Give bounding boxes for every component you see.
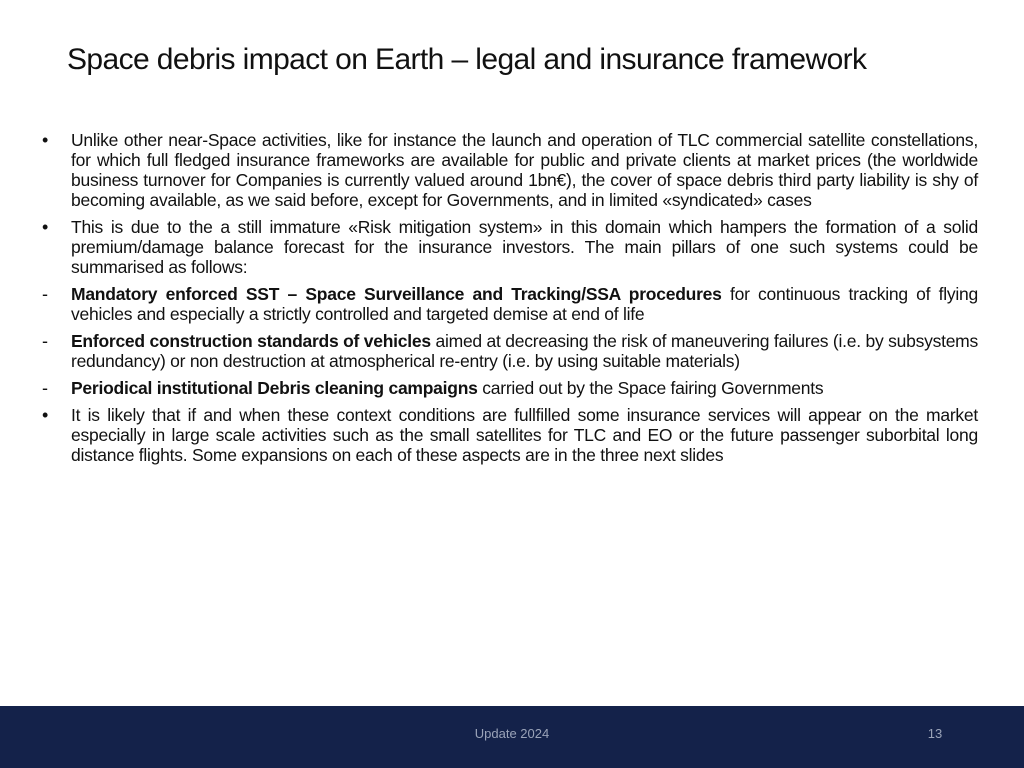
list-item-body: aimed at decreasing the risk of maneuvering failures (i.e. by subsystems redundancy) or non destruction at atmospherical re-entry (i.e. by using suitable materials) [71, 331, 979, 371]
page-number: 13 [927, 726, 943, 741]
bullet-marker: • [42, 405, 49, 425]
list-item-bold: Periodical institutional Debris cleaning campaigns [71, 378, 478, 398]
list-item [40, 378, 978, 398]
list-item-text [71, 331, 978, 371]
list-item [40, 284, 978, 324]
slide-body [40, 130, 978, 472]
list-item-text [71, 405, 978, 465]
list-item-body: for continuous tracking of flying vehicles and especially a strictly controlled and targeted demise at end of life [71, 284, 978, 324]
footer-bar [0, 706, 1024, 768]
list-item-body: Unlike other near-Space activities, like for instance the launch and operation of TLC commercial satellite constellations, for which full fledged insurance frameworks are available for public and private clients at market prices (the worldwide business turnover for Companies is currently valued around 1bn€), the cover of space debris third party liability is shy of becoming available, as we said before, except for Governments, and in limited «syndicated» cases [71, 130, 978, 210]
dash-marker: - [42, 284, 48, 304]
bullet-marker: • [42, 130, 49, 150]
dash-marker: - [42, 331, 48, 351]
list-item [40, 130, 978, 210]
list-item-body: This is due to the a still immature «Risk mitigation system» in this domain which hampers the formation of a solid premium/damage balance forecast for the insurance investors. The main pillars of one such systems could be summarised as follows: [71, 217, 978, 277]
list-item-bold: Enforced construction standards of vehicles [71, 331, 431, 351]
list-item-text [71, 217, 978, 277]
list-item [40, 217, 978, 277]
footer-label: Update 2024 [474, 726, 550, 741]
slide-title: Space debris impact on Earth – legal and insurance framework [67, 43, 867, 76]
bullet-marker: • [42, 217, 49, 237]
list-item-bold: Mandatory enforced SST – Space Surveillance and Tracking/SSA procedures [71, 284, 722, 304]
list-item-body: carried out by the Space fairing Governments [477, 378, 824, 398]
list-item [40, 331, 978, 371]
dash-marker: - [42, 378, 48, 398]
list-item-text [71, 378, 978, 398]
list-item [40, 405, 978, 465]
list-item-body: It is likely that if and when these context conditions are fullfilled some insurance services will appear on the market especially in large scale activities such as the small satellites for TLC and EO or the future passenger suborbital long distance flights. Some expansions on each of these aspects are in the three next slides [71, 405, 978, 465]
list-item-text [71, 284, 978, 324]
list-item-text [71, 130, 978, 210]
